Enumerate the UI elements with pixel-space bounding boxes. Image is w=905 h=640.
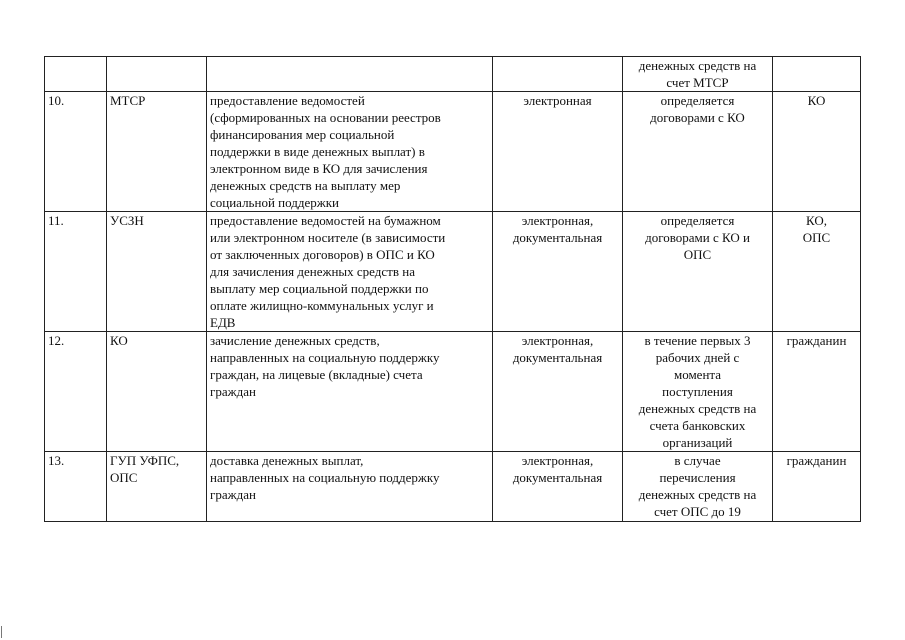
table-row bbox=[45, 92, 861, 212]
cell-recipient: гражданин bbox=[773, 452, 861, 522]
cell-form: электронная, документальная bbox=[493, 452, 623, 522]
cell-action: зачисление денежных средств, направленных на социальную поддержку граждан, на лицевые (вкладные) счета граждан bbox=[207, 332, 493, 452]
cell-actor: ГУП УФПС, ОПС bbox=[107, 452, 207, 522]
table-row bbox=[45, 212, 861, 332]
cell-number: 10. bbox=[45, 92, 107, 212]
cell-term: в случае перечисления денежных средств на счет ОПС до 19 bbox=[623, 452, 773, 522]
cell-number: 13. bbox=[45, 452, 107, 522]
cell-number bbox=[45, 57, 107, 92]
cell-action bbox=[207, 57, 493, 92]
table-row bbox=[45, 452, 861, 522]
cell-number: 12. bbox=[45, 332, 107, 452]
cell-action: предоставление ведомостей (сформированных на основании реестров финансирования мер социальной поддержки в виде денежных выплат) в электронном виде в КО для зачисления денежных средств на выплату мер социальной поддержки bbox=[207, 92, 493, 212]
cell-term: определяется договорами с КО и ОПС bbox=[623, 212, 773, 332]
scan-margin-mark bbox=[1, 626, 2, 638]
cell-action: доставка денежных выплат, направленных на социальную поддержку граждан bbox=[207, 452, 493, 522]
table-row-continuation bbox=[45, 57, 861, 92]
cell-number: 11. bbox=[45, 212, 107, 332]
cell-action: предоставление ведомостей на бумажном или электронном носителе (в зависимости от заключенных договоров) в ОПС и КО для зачисления денежных средств на выплату мер социальной поддержки по оплате жилищно-коммунальных услуг и ЕДВ bbox=[207, 212, 493, 332]
cell-form: электронная, документальная bbox=[493, 212, 623, 332]
cell-form: электронная bbox=[493, 92, 623, 212]
cell-actor: УСЗН bbox=[107, 212, 207, 332]
table-row bbox=[45, 332, 861, 452]
cell-form: электронная, документальная bbox=[493, 332, 623, 452]
cell-term: в течение первых 3 рабочих дней с момента поступления денежных средств на счета банковских организаций bbox=[623, 332, 773, 452]
cell-actor: МТСР bbox=[107, 92, 207, 212]
cell-recipient: КО, ОПС bbox=[773, 212, 861, 332]
cell-actor bbox=[107, 57, 207, 92]
cell-term: определяется договорами с КО bbox=[623, 92, 773, 212]
cell-term: денежных средств на счет МТСР bbox=[623, 57, 773, 92]
cell-recipient: гражданин bbox=[773, 332, 861, 452]
cell-recipient bbox=[773, 57, 861, 92]
cell-recipient: КО bbox=[773, 92, 861, 212]
procedure-table bbox=[44, 56, 861, 522]
cell-form bbox=[493, 57, 623, 92]
cell-actor: КО bbox=[107, 332, 207, 452]
